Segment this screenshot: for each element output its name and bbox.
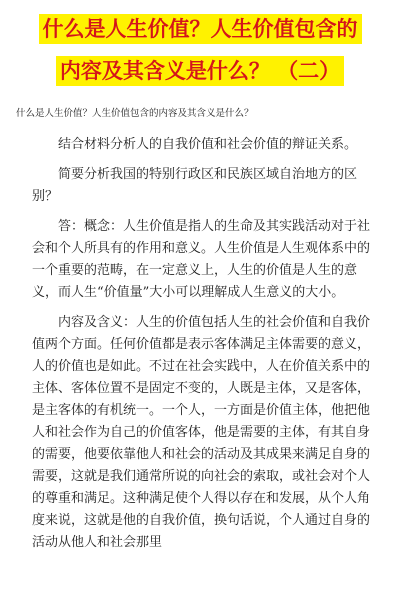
document-body: [32, 134, 372, 554]
paragraph: 结合材料分析人的自我价值和社会价值的辩证关系。: [58, 137, 358, 152]
title-line-1: 什么是人生价值？人生价值包含的: [39, 14, 362, 44]
title-line-2: 内容及其含义是什么？ （二）: [56, 56, 344, 86]
paragraph: 答：概念：人生价值是指人的生命及其实践活动对于社会和个人所具有的作用和意义。人生价值是人生观体系中的一个重要的范畴，在一定意义上，人生的价值是人生的意义，而人生“价值量”大小可以理解成人生意义的大小。: [32, 219, 371, 300]
page-subheader: 什么是人生价值？人生价值包含的内容及其含义是什么？: [16, 108, 254, 119]
paragraph: 内容及含义：人生的价值包括人生的社会价值和自我价值两个方面。任何价值都是表示客体满足主体需要的意义，人的价值也是如此。不过在社会实践中，人在价值关系中的主体、客体位置不是固定不变的，人既是主体，又是客体，是主客体的有机统一。一个人，一方面是价值主体，他把他人和社会作为自己的价值客体，他是需要的主体，有其自身的需要，他要依靠他人和社会的活动及其成果来满足自身的需要，这就是我们通常所说的向社会的索取，或社会对个人的尊重和满足。这种满足使个人得以存在和发展，从个人角度来说，这就是他的自我价值，换句话说，个人通过自身的活动从他人和社会那里: [32, 315, 371, 550]
document-title: [0, 8, 400, 86]
paragraph: 简要分析我国的特别行政区和民族区域自治地方的区别？: [32, 167, 358, 204]
